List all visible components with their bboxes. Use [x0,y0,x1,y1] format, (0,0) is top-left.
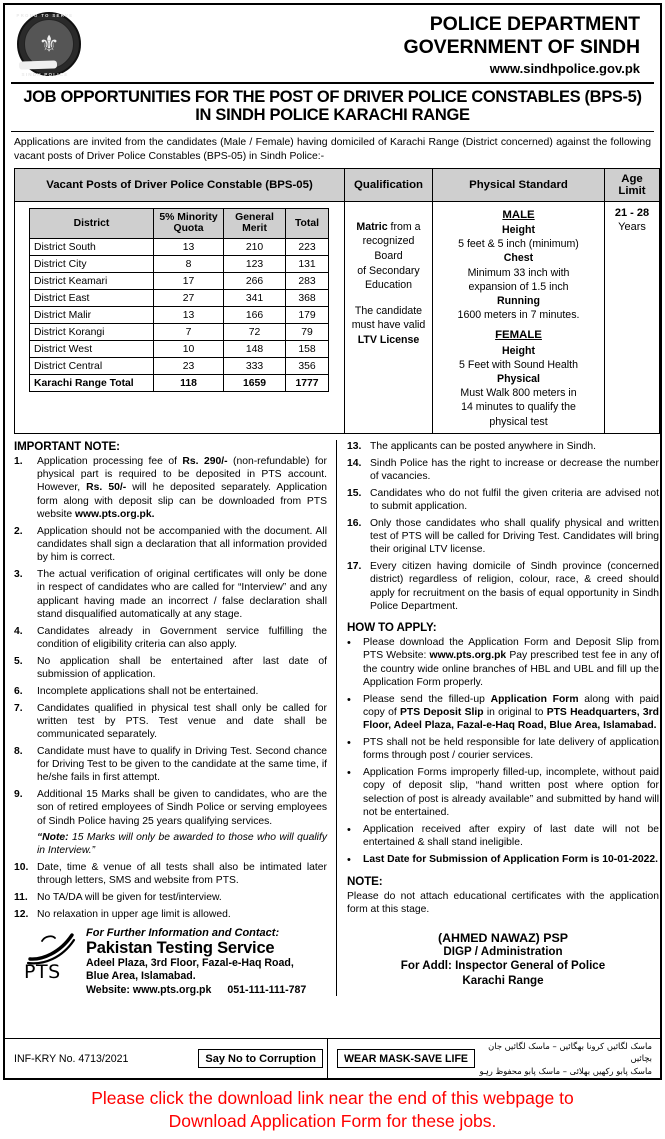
how-to-apply-list [347,636,659,867]
cell-merit: 72 [224,324,286,341]
note-number: 17. [347,560,362,572]
apply-2-mid: along with paid copy of [363,693,659,719]
cell-total: 368 [286,290,329,307]
department-website: www.sindhpolice.gov.pk [489,61,640,76]
list-item [14,891,327,904]
table-row [30,341,329,358]
physical-male-chest-value1: Minimum 33 inch with [467,266,570,279]
physical-female-height-value: 5 Feet with Sound Health [459,358,578,371]
th-qualification: Qualification [345,168,433,201]
cell-district: District Korangi [30,324,154,341]
bullet-text: Application received after expiry of last date will not be entertained & shall stand ineligible. [363,823,659,849]
table-row [30,358,329,375]
table-row [30,290,329,307]
physical-male-running-label: Running [497,294,540,307]
list-item [14,525,327,565]
signatory-details [347,931,659,989]
apply-1-post: Pay prescribed test fee in any of the country wide online branches of HBL and UBL and fill up the Application Form properly. [363,650,659,688]
pts-phone-number: 051-111-111-787 [227,984,307,997]
th-district: District [30,208,154,238]
physical-female-height-label: Height [502,344,535,357]
bottom-bar-left [5,1039,327,1078]
note-number: 6. [14,685,23,697]
bullet-icon: • [347,737,351,750]
note-9-sub-rest: 15 Marks will only be awarded to those who will qualify in Interview.” [37,832,327,857]
cell-merit: 123 [224,256,286,273]
list-item [14,568,327,621]
list-item [14,745,327,785]
qualification-line6: The candidate [354,304,423,317]
cell-district: District South [30,239,154,256]
note-9-main: Additional 15 Marks shall be given to candidates, who are the son of retired employees of Sindh Police or serving employees of Sindh Police having 25 years qualifying services. [37,789,327,827]
physical-male-height-label: Height [502,224,535,237]
cell-district: District West [30,341,154,358]
footer-area [14,925,659,997]
table-row [30,239,329,256]
cell-minority: 23 [154,358,224,375]
wear-mask-badge: WEAR MASK-SAVE LIFE [337,1049,475,1068]
list-item [347,853,659,867]
list-item [14,655,327,682]
urdu-slogan-line2: ماسک پابو رکھیں بھلائی – ماسک پابو محفوظ رہو [479,1065,652,1076]
cell-minority: 8 [154,256,224,273]
cell-total: 179 [286,307,329,324]
important-note-list-continued [347,440,659,613]
cell-total: 356 [286,358,329,375]
note-text [37,788,327,857]
note-number: 7. [14,702,23,714]
notes-right-column [336,440,659,925]
note-text: The actual verification of original certificates will only be done in respect of candidates who are called for “Interview” and any applicant having made an incorrect / false declaration shall stand disqualified automatically at any stage. [37,568,327,620]
note-text: Application should not be accompanied with the document. All candidates shall sign a declaration that all information provided by him is correct. [37,525,327,564]
pts-contact-text [82,927,327,997]
cell-minority: 17 [154,273,224,290]
list-item [347,636,659,689]
apply-1-website: www.pts.org.pk [429,650,507,662]
for-further-info-label: For Further Information and Contact: [86,926,280,939]
header-titles [85,13,652,76]
cell-district: District City [30,256,154,273]
list-item [347,560,659,613]
th-age-limit [605,168,660,201]
note-text: Candidate must have to qualify in Driving Test. Second chance for Driving Test to be given to the candidate at the same time, if he/she fails in first attempt. [37,745,327,784]
note-text: Every citizen having domicile of Sindh province (concerned district) regardless of religion, colour, race, & creed should apply for recruitment on the basis of equal opportunity in Sindh Police Department. [370,560,659,612]
list-item [347,823,659,850]
urdu-slogan-block [475,1040,660,1078]
list-item [347,457,659,484]
cell-merit: 210 [224,239,286,256]
note-number: 15. [347,487,362,499]
bottom-note-text: Please do not attach educational certificates with the application form at this stage. [347,890,659,916]
note-number: 8. [14,745,23,757]
note-number: 10. [14,862,29,874]
bullet-text [363,693,659,733]
physical-male-height-value: 5 feet & 5 inch (minimum) [458,238,579,251]
cell-total-merit: 1659 [224,375,286,392]
note-text: Only those candidates who shall qualify physical and written test of PTS will be called for Driving Test. Candidates will bring their original LTV license. [370,517,659,556]
apply-1-pre: Please download the Application Form and Deposit Slip from PTS Website: [363,637,659,662]
th-minority-line1: 5% Minority [159,211,218,223]
note-number: 4. [14,625,23,637]
crest-bottom-text: SINDH POLICE [21,71,69,77]
qualification-cell [345,201,433,433]
important-note-list [14,455,327,922]
note-text [37,455,327,521]
sindh-police-crest-icon [13,10,85,80]
physical-female-physical-value3: physical test [489,415,548,428]
note-9-sub-bold: “Note: [37,832,69,844]
district-breakdown-cell [15,201,345,433]
cell-merit: 266 [224,273,286,290]
download-callout-line2: Download Application Form for these jobs. [168,1111,497,1132]
apply-2-pre: Please send the filled-up [363,693,491,705]
qualification-spacer [349,293,428,304]
note-text: The applicants can be posted anywhere in Sindh. [370,440,596,452]
notes-columns [14,440,659,925]
cell-minority: 27 [154,290,224,307]
inf-number: INF-KRY No. 4713/2021 [14,1052,129,1065]
bottom-bar-right [327,1039,660,1078]
table-row [30,307,329,324]
signatory-name: (AHMED NAWAZ) PSP [437,930,569,945]
district-header-row [30,208,329,238]
cell-merit: 333 [224,358,286,375]
note-text: Incomplete applications shall not be entertained. [37,685,259,697]
job-title-line1: JOB OPPORTUNITIES FOR THE POST OF DRIVER POLICE CONSTABLES (BPS-5) [23,88,642,106]
list-item [14,788,327,857]
pts-website-label: Website: www.pts.org.pk [86,984,212,997]
table-row [30,273,329,290]
physical-male-heading: MALE [502,208,535,221]
physical-spacer [437,322,600,327]
cell-district: District Keamari [30,273,154,290]
job-title-line2: IN SINDH POLICE KARACHI RANGE [195,106,470,125]
th-total: Total [286,208,329,238]
physical-male-running-value: 1600 meters in 7 minutes. [457,309,580,322]
list-item [14,908,327,921]
physical-standard-cell [433,201,605,433]
list-item [347,766,659,819]
cell-total: 158 [286,341,329,358]
list-item [14,455,327,521]
intro-paragraph: Applications are invited from the candidates (Male / Female) having domiciled of Karachi Range (District concerned) against the following vacant posts of Driver Police Constables (BPS-05) in Sindh Police:- [14,137,651,162]
note-number: 1. [14,455,23,467]
note-fee-290: Rs. 290/- [182,455,228,467]
crest-top-text: PROUD TO SERVE [16,12,74,18]
job-title-block [5,84,660,128]
note-text: Candidates already in Government service fulfilling the condition of eligibility criteria can also apply. [37,625,327,650]
apply-2-mid2: in original to [483,707,547,719]
note-text: No application shall be entertained after last date of submission of application. [37,655,327,680]
download-callout [0,1083,665,1133]
cell-merit: 148 [224,341,286,358]
physical-male-chest-value2: expansion of 1.5 inch [468,280,569,293]
how-to-apply-heading: HOW TO APPLY: [347,621,437,635]
qualification-line4: of Secondary [357,264,420,277]
qualification-from: from a [387,220,421,233]
note-fee-50: Rs. 50/- [86,482,127,494]
department-name: POLICE DEPARTMENT [429,13,640,35]
pts-address-line2: Blue Area, Islamabad. [86,970,196,983]
list-item [14,625,327,652]
th-minority-line2: Quota [173,223,204,235]
list-item [347,736,659,763]
th-age-line2: Limit [618,184,646,197]
bullet-icon: • [347,693,351,706]
note-pts-website: www.pts.org.pk. [74,508,155,520]
bullet-text: PTS shall not be held responsible for late delivery of application forms through post / courier services. [363,737,659,762]
note-number: 2. [14,525,23,537]
note-fee-mid2: will he deposited separately. Application form along with deposit slip can be downloaded from PTS website [37,482,327,520]
signatory-line3: For Addl: Inspector General of Police [400,959,606,973]
crest-emblem-icon: ⚜ [38,30,60,57]
cell-district: District Central [30,358,154,375]
note-text: No relaxation in upper age limit is allowed. [37,908,231,920]
cell-merit: 166 [224,307,286,324]
age-limit-value: 21 - 28 [614,206,650,219]
note-text: Candidates who do not fulfil the given criteria are advised not to submit application. [370,487,659,512]
note-text: Date, time & venue of all tests shall also be intimated later through letters, SMS and website from PTS. [37,862,327,887]
cell-merit: 341 [224,290,286,307]
cell-total: 223 [286,239,329,256]
note-number: 13. [347,440,362,452]
list-item [347,487,659,514]
cell-minority: 7 [154,324,224,341]
apply-2-address: PTS Headquarters, 3rd Floor, Adeel Plaza, Fazal-e-Haq Road, Blue Area, Islamabad. [363,707,659,732]
important-note-heading: IMPORTANT NOTE: [14,439,120,453]
table-body-row [15,201,660,433]
qualification-line2: recognized [362,235,415,248]
say-no-to-corruption-badge: Say No to Corruption [198,1049,323,1068]
apply-2-slip: PTS Deposit Slip [400,707,484,719]
cell-total: 131 [286,256,329,273]
pts-address-line1: Adeel Plaza, 3rd Floor, Fazal-e-Haq Road, [86,957,294,970]
bullet-icon: • [347,767,351,780]
crest-scroll-band [19,60,57,69]
cell-total: 79 [286,324,329,341]
qualification-line1 [349,220,428,235]
qualification-line5: Education [364,279,413,292]
list-item [14,685,327,698]
table-row [30,256,329,273]
district-rows [30,239,329,392]
cell-total-label: Karachi Range Total [30,375,154,392]
qualification-line3: Board [374,249,403,262]
cell-district: District East [30,290,154,307]
th-minority-quota [154,208,224,238]
th-vacant-posts: Vacant Posts of Driver Police Constable (BPS-05) [15,168,345,201]
note-fee-pre: Application processing fee of [37,455,183,467]
apply-2-form: Application Form [490,693,579,705]
pts-website-row [86,984,327,996]
bullet-text: Application Forms improperly filled-up, incomplete, without paid copy of deposit slip, “hand written post where option for selection of post is already available” and submitted by hand will not be entertained. [363,767,659,818]
note-text: Sindh Police has the right to increase or decrease the number of vacancies. [370,457,659,482]
document-header [5,5,660,81]
urdu-slogan-line1: ماسک لگائیں کرونا بھگائیں – ماسک لگائیں جان بچائیں [488,1040,652,1064]
cell-total-minority: 118 [154,375,224,392]
pts-contact-row [14,927,327,997]
list-item [14,702,327,742]
table-total-row [30,375,329,392]
th-merit-line2: Merit [242,223,267,235]
bullet-icon: • [347,637,351,650]
note-9-subnote [37,831,327,858]
cell-total-total: 1777 [286,375,329,392]
table-header-row [15,168,660,201]
age-limit-unit: Years [618,221,646,234]
qualification-ltv-license: LTV License [357,334,420,346]
signatory-range: Karachi Range [462,973,544,987]
advertisement-border-box [3,3,662,1080]
notes-left-column [14,440,336,925]
government-name: GOVERNMENT OF SINDH [403,36,640,58]
signatory-designation: DIGP / Administration [443,944,563,958]
vacancy-table [14,168,660,434]
pts-logo-text: PTS [24,960,61,983]
table-row [30,324,329,341]
last-date-text: Last Date for Submission of Application Form is 10-01-2022. [363,853,659,865]
th-physical-standard: Physical Standard [433,168,605,201]
bottom-bar [5,1038,660,1078]
physical-female-physical-value1: Must Walk 800 meters in [460,387,577,400]
cell-district: District Malir [30,307,154,324]
note-number: 3. [14,568,23,580]
pts-organization-name: Pakistan Testing Service [86,938,275,957]
list-item [347,440,659,453]
note-text: No TA/DA will be given for test/interview. [37,892,222,904]
cell-total: 283 [286,273,329,290]
qualification-matric: Matric [356,220,388,233]
note-number: 14. [347,457,362,469]
bullet-icon: • [347,853,351,866]
list-item [347,517,659,557]
cell-minority: 13 [154,239,224,256]
physical-male-chest-label: Chest [503,252,534,265]
note-fee-mid1: (non-refundable) for physical part is required to be deposited in PTS account. However, [37,455,327,494]
th-merit-line1: General [235,211,274,223]
note-number: 11. [14,892,28,904]
th-general-merit [224,208,286,238]
bullet-icon: • [347,823,351,836]
download-callout-line1: Please click the download link near the end of this webpage to [91,1088,574,1108]
list-item [14,861,327,888]
physical-female-physical-label: Physical [497,372,540,385]
note-number: 16. [347,517,362,529]
district-table-wrap [15,202,344,400]
note-number: 12. [14,908,29,920]
list-item [347,693,659,733]
pts-contact-block [14,925,336,997]
signature-block [336,925,659,997]
bottom-note-heading: NOTE: [347,874,383,888]
qualification-line7: must have valid [351,319,426,332]
note-text: Candidates qualified in physical test shall only be called for written test by PTS. Test venue and date shall be communicated separately. [37,702,327,741]
cell-minority: 13 [154,307,224,324]
bullet-text [363,636,659,689]
physical-female-heading: FEMALE [495,329,542,342]
note-number: 9. [14,789,23,801]
physical-female-physical-value2: 14 minutes to qualify the [461,401,576,414]
age-limit-cell [605,201,660,433]
cell-minority: 10 [154,341,224,358]
th-age-line1: Age [621,172,643,185]
note-number: 5. [14,655,23,667]
district-table [29,208,329,392]
pts-logo-icon [22,927,82,983]
